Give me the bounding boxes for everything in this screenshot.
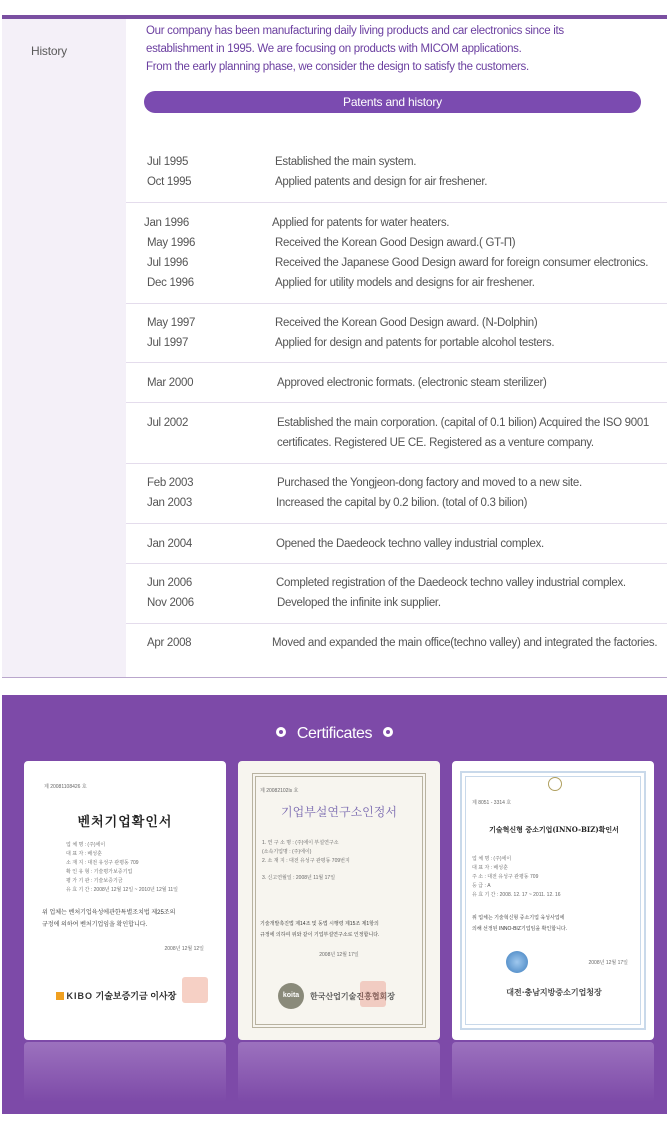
intro-line: establishment in 1995. We are focusing on products with MICOM applications. <box>146 43 522 55</box>
timeline-group-2000 <box>126 363 667 403</box>
certificate-field: 업 체 명 : (주)에이 <box>66 842 106 848</box>
bullet-icon <box>383 727 393 737</box>
certificate-body <box>260 919 379 941</box>
certificate-reflection <box>24 1042 226 1102</box>
certificate-number: 제 20081108426 호 <box>44 784 87 790</box>
certificate-issuer: 대전·충남지방중소기업청장 <box>506 987 602 997</box>
certificate-field: 3. 신고연월일 : 2008년 11월 17일 <box>262 875 336 881</box>
certificate-field: (소속기업명 : (주)에이) <box>262 849 312 855</box>
timeline-text: certificates. Registered UE CE. Registered as a venture company. <box>277 437 594 449</box>
certificate-body-line: 위 업체는 기술혁신형 중소기업 육성사업에 <box>472 915 565 921</box>
certificate-document <box>472 773 636 1028</box>
history-label: History <box>31 44 67 58</box>
timeline-date: Apr 2008 <box>147 637 192 649</box>
koita-logo: koita <box>278 983 304 1009</box>
timeline-date: Jan 2004 <box>147 538 192 550</box>
timeline-group-2003 <box>126 464 667 524</box>
timeline-group-1997 <box>126 304 667 363</box>
certificate-body <box>472 913 567 935</box>
timeline-date: May 1996 <box>147 237 196 249</box>
certificates-heading <box>2 725 667 743</box>
certificate-fields <box>262 839 350 883</box>
certificate-field: 1. 연 구 소 명 : (주)에이 부설연구소 <box>262 840 339 846</box>
certificate-field: 대 표 자 : 배성훈 <box>66 851 102 857</box>
timeline-date: Nov 2006 <box>147 597 194 609</box>
certificate-field: 등 급 : A <box>472 883 491 889</box>
certificate-heading: 벤처기업확인서 <box>77 815 173 830</box>
intro-line: Our company has been manufacturing daily living products and car electronics since its <box>146 25 564 37</box>
timeline-text: Established the main corporation. (capital of 0.1 bilion) Acquired the ISO 9001 <box>277 417 650 429</box>
timeline-text: Developed the infinite ink supplier. <box>277 597 441 609</box>
certificate-field: 평 가 기 관 : 기술보증기금 <box>66 878 123 884</box>
certificate-field: 유 효 기 간 : 2008년 12월 12일 ~ 2010년 12월 11일 <box>66 887 179 893</box>
timeline-date: Mar 2000 <box>147 377 194 389</box>
timeline-date: Dec 1996 <box>147 277 194 289</box>
certificate-issuer: 한국산업기술진흥협회장 <box>310 992 396 1001</box>
timeline-text: Applied for patents for water heaters. <box>272 217 450 229</box>
certificate-fields <box>472 855 561 900</box>
timeline-group-1995 <box>126 141 667 203</box>
timeline-group-1996 <box>126 203 667 304</box>
patents-history-heading: Patents and history <box>144 91 641 113</box>
certificate-field: 확 인 유 형 : 기술평가보증기업 <box>66 869 133 875</box>
certificate-date: 2008년 12월 17일 <box>319 952 359 958</box>
certificate-field: 업 체 명 : (주)에이 <box>472 856 512 862</box>
certificate-body-line: 규정에 의하여 벤처기업임을 확인합니다. <box>42 922 148 928</box>
certificate-rnd-institute[interactable] <box>238 761 440 1040</box>
certificate-venture[interactable] <box>24 761 226 1040</box>
kibo-logo: KIBO <box>66 991 94 1001</box>
seal-stamp-icon <box>360 981 386 1007</box>
certificate-heading: 기술혁신형 중소기업(INNO-BIZ)확인서 <box>489 825 619 834</box>
certificate-field: 유 효 기 간 : 2008. 12. 17 ~ 2011. 12. 16 <box>472 892 561 898</box>
timeline-date: May 1997 <box>147 317 196 329</box>
certificate-body-line: 위 업체는 벤처기업육성에관한특별조치법 제25조의 <box>42 910 176 916</box>
timeline-date: Oct 1995 <box>147 176 192 188</box>
certificate-reflection <box>452 1042 654 1102</box>
timeline-text: Received the Japanese Good Design award for foreign consumer electronics. <box>275 257 649 269</box>
timeline-date: Jan 2003 <box>147 497 192 509</box>
timeline-date: Feb 2003 <box>147 477 194 489</box>
timeline-text: Opened the Daedeock techno valley industrial complex. <box>276 538 544 550</box>
certificate-body-line: 의해 선정된 INNO-BIZ기업임을 확인합니다. <box>472 926 568 932</box>
certificate-field: 주 소 : 대전 유성구 관평동 709 <box>472 874 539 880</box>
timeline-text: Established the main system. <box>275 156 417 168</box>
certificate-number: 제 8051 - 3314 호 <box>472 800 512 806</box>
certificate-issuer: 기술보증기금 이사장 <box>95 991 177 1001</box>
timeline-date: Jul 1996 <box>147 257 189 269</box>
timeline-date: Jan 1996 <box>144 217 189 229</box>
timeline-group-2004 <box>126 524 667 564</box>
kibo-logo-mark-icon <box>56 992 64 1000</box>
timeline-date: Jul 2002 <box>147 417 189 429</box>
timeline-text: Completed registration of the Daedeock techno valley industrial complex. <box>276 577 626 589</box>
certificate-date: 2008년 12월 17일 <box>588 960 628 966</box>
certificate-document <box>260 773 418 1028</box>
certificate-document <box>36 773 214 1028</box>
certificate-reflection <box>238 1042 440 1102</box>
timeline-date: Jun 2006 <box>147 577 192 589</box>
certificate-date: 2008년 12월 12일 <box>164 946 204 952</box>
globe-emblem-icon <box>506 951 528 973</box>
certificate-field: 대 표 자 : 배성훈 <box>472 865 508 871</box>
emblem-icon <box>548 777 562 791</box>
timeline-group-2006 <box>126 564 667 624</box>
timeline-text: Approved electronic formats. (electronic steam sterilizer) <box>277 377 547 389</box>
timeline-text: Applied patents and design for air freshener. <box>275 176 488 188</box>
timeline-date: Jul 1995 <box>147 156 189 168</box>
timeline-text: Received the Korean Good Design award. (N-Dolphin) <box>275 317 538 329</box>
certificate-body <box>42 907 175 931</box>
certificate-field: 소 재 지 : 대전 유성구 관평동 709 <box>66 860 139 866</box>
certificates-title: Certificates <box>296 725 373 742</box>
bullet-icon <box>276 727 286 737</box>
certificate-body-line: 규정에 의하여 위와 같이 기업부설연구소로 인정합니다. <box>260 932 380 938</box>
certificate-number: 제 20082102ls 호 <box>260 788 299 794</box>
timeline-text: Purchased the Yongjeon-dong factory and moved to a new site. <box>277 477 582 489</box>
timeline-group-2008 <box>126 624 667 678</box>
timeline-date: Jul 1997 <box>147 337 189 349</box>
certificate-heading: 기업부설연구소인정서 <box>281 805 397 819</box>
seal-stamp-icon <box>182 977 208 1003</box>
timeline-text: Applied for utility models and designs for air freshener. <box>275 277 535 289</box>
timeline-group-2002 <box>126 403 667 464</box>
certificates-section <box>2 695 667 1114</box>
timeline-text: Received the Korean Good Design award.( GT-Π) <box>275 237 516 249</box>
timeline-text: Applied for design and patents for portable alcohol testers. <box>275 337 555 349</box>
certificate-innobiz[interactable] <box>452 761 654 1040</box>
company-intro <box>146 22 661 76</box>
certificate-fields <box>66 841 178 895</box>
certificate-field: 2. 소 재 지 : 대전 유성구 관평동 709번지 <box>262 858 350 864</box>
intro-line: From the early planning phase, we consider the design to satisfy the customers. <box>146 61 529 73</box>
certificate-body-line: 기술개발촉진법 제14조 및 동법 시행령 제15조 제1항의 <box>260 921 379 927</box>
certificate-issuer-line <box>56 989 176 1002</box>
timeline-text: Moved and expanded the main office(techno valley) and integrated the factories. <box>272 637 658 649</box>
timeline-text: Increased the capital by 0.2 bilion. (total of 0.3 bilion) <box>276 497 528 509</box>
